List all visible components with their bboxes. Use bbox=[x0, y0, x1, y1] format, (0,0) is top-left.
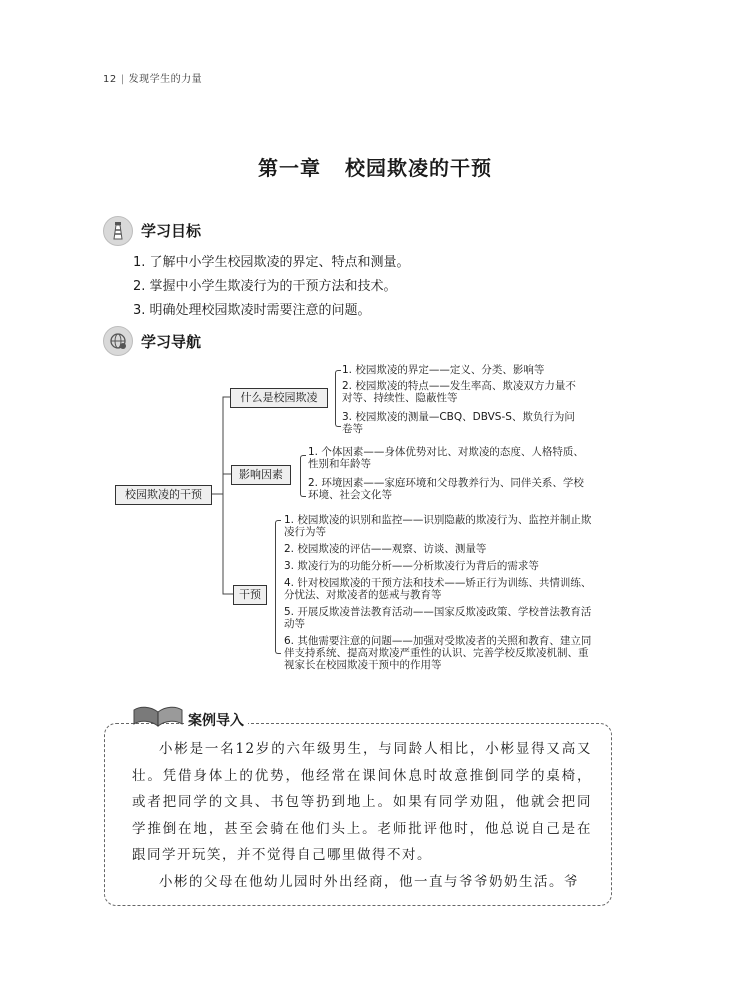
chapter-name: 校园欺凌的干预 bbox=[345, 156, 492, 180]
branch-1-leaf-3: 3. 校园欺凌的测量—CBQ、DBVS-S、欺负行为问卷等 bbox=[342, 411, 575, 435]
branch-2-brace bbox=[300, 455, 306, 497]
branch-what-is-bullying: 什么是校园欺凌 bbox=[230, 388, 328, 408]
branch-3-leaf-1: 1. 校园欺凌的识别和监控——识别隐蔽的欺凌行为、监控并制止欺凌行为等 bbox=[284, 514, 592, 538]
branch-2-leaf-2: 2. 环境因素——家庭环境和父母教养行为、同伴关系、学校环境、社会文化等 bbox=[308, 477, 584, 501]
case-paragraph-2: 小彬的父母在他幼儿园时外出经商，他一直与爷爷奶奶生活。爷 bbox=[159, 873, 579, 890]
branch-1-brace bbox=[335, 370, 341, 427]
objective-1: 1. 了解中小学生校园欺凌的界定、特点和测量。 bbox=[133, 255, 410, 270]
branch-3-leaf-6: 6. 其他需要注意的问题——加强对受欺凌者的关照和教育、建立同伴支持系统、提高对欺凌严重性的认识、完善学校反欺凌机制、重视家长在校园欺凌干预中的作用等 bbox=[284, 635, 592, 671]
branch-3-leaf-2: 2. 校园欺凌的评估——观察、访谈、测量等 bbox=[284, 543, 487, 555]
branch-1-leaf-2: 2. 校园欺凌的特点——发生率高、欺凌双方力量不对等、持续性、隐蔽性等 bbox=[342, 380, 576, 404]
case-paragraph-1: 小彬是一名12岁的六年级男生，与同龄人相比，小彬显得又高又壮。凭借身体上的优势，他经常在课间休息时故意推倒同学的桌椅，或者把同学的文具、书包等扔到地上。如果有同学劝阻，他就会把同学推倒在地，甚至会骑在他们头上。老师批评他时，他总说自己是在跟同学开玩笑，并不觉得自己哪里做得不对。 bbox=[132, 741, 592, 863]
objectives-heading: 学习目标 bbox=[141, 222, 202, 240]
branch-3-leaf-4: 4. 针对校园欺凌的干预方法和技术——矫正行为训练、共情训练、分忧法、对欺凌者的惩戒与教育等 bbox=[284, 577, 592, 601]
branch-influencing-factors: 影响因素 bbox=[231, 465, 291, 485]
root-node: 校园欺凌的干预 bbox=[115, 485, 212, 505]
branch-2-leaf-1: 1. 个体因素——身体优势对比、对欺凌的态度、人格特质、性别和年龄等 bbox=[308, 446, 584, 470]
branch-3-brace bbox=[275, 520, 281, 654]
open-book-icon bbox=[132, 704, 184, 734]
branch-3-leaf-3: 3. 欺凌行为的功能分析——分析欺凌行为背后的需求等 bbox=[284, 560, 539, 572]
navigation-heading: 学习导航 bbox=[141, 333, 202, 351]
case-text bbox=[132, 736, 592, 895]
chapter-number: 第一章 bbox=[258, 156, 321, 180]
page-number: 12 bbox=[103, 74, 117, 85]
branch-intervention: 干预 bbox=[233, 585, 267, 605]
objective-2: 2. 掌握中小学生欺凌行为的干预方法和技术。 bbox=[133, 279, 397, 294]
branch-1-leaf-1: 1. 校园欺凌的界定——定义、分类、影响等 bbox=[342, 364, 545, 376]
branch-3-leaf-5: 5. 开展反欺凌普法教育活动——国家反欺凌政策、学校普法教育活动等 bbox=[284, 606, 592, 630]
objective-3: 3. 明确处理校园欺凌时需要注意的问题。 bbox=[133, 303, 371, 318]
book-title: 发现学生的力量 bbox=[128, 74, 203, 85]
header-divider: | bbox=[120, 74, 125, 85]
case-label: 案例导入 bbox=[184, 710, 248, 730]
